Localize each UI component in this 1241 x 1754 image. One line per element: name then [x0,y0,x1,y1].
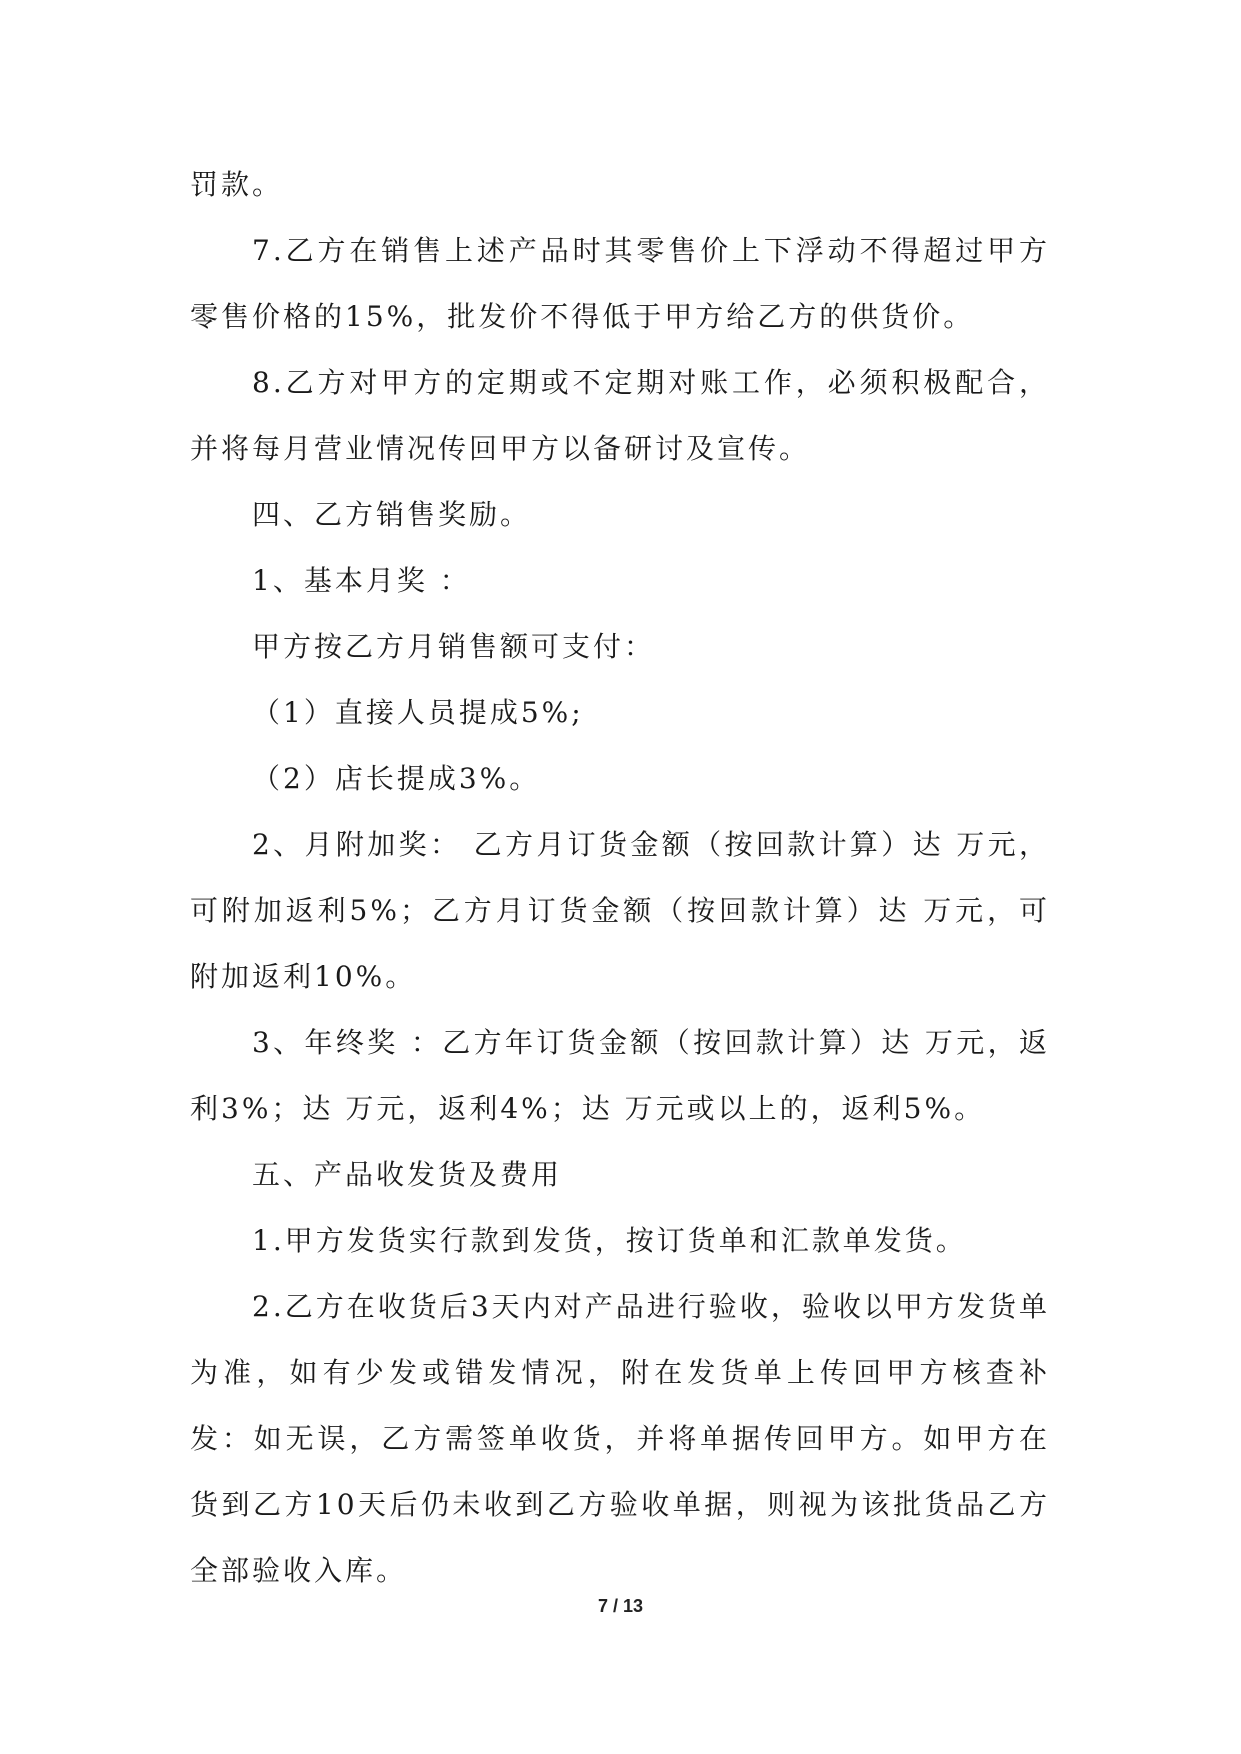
paragraph-shipping-1: 1.甲方发货实行款到发货，按订货单和汇款单发货。 [252,1224,967,1257]
document-body [190,152,1050,1604]
paragraph-shipping-2: 2.乙方在收货后3天内对产品进行验收，验收以甲方发货单为准，如有少发或错发情况，附在发货单上传回甲方核查补发：如无误，乙方需签单收货，并将单据传回甲方。如甲方在货到乙方10天后仍未收到乙方验收单据，则视为该批货品乙方全部验收入库。 [190,1290,1050,1587]
page-number: 7 / 13 [597,1596,644,1616]
paragraph-fine: 罚款。 [190,168,284,201]
paragraph-clause-7: 7.乙方在销售上述产品时其零售价上下浮动不得超过甲方零售价格的15%，批发价不得低于甲方给乙方的供货价。 [190,234,1050,333]
paragraph-clause-8: 8.乙方对甲方的定期或不定期对账工作，必须积极配合，并将每月营业情况传回甲方以备研讨及宣传。 [190,366,1050,465]
paragraph-monthly-extra: 2、月附加奖： 乙方月订货金额（按回款计算）达 万元，可附加返利5%；乙方月订货金额（按回款计算）达 万元，可附加返利10%。 [190,828,1050,993]
paragraph-payment: 甲方按乙方月销售额可支付： [252,630,656,663]
paragraph-item-2: （2）店长提成3%。 [252,762,541,795]
paragraph-basic-bonus: 1、基本月奖 ： [252,564,471,597]
paragraph-item-1: （1）直接人员提成5%; [252,696,584,729]
section-heading-5: 五、产品收发货及费用 [252,1158,563,1191]
paragraph-year-end: 3、年终奖 ：乙方年订货金额（按回款计算）达 万元，返利3%；达 万元，返利4%；达 万元或以上的，返利5%。 [190,1026,1050,1125]
section-heading-4: 四、乙方销售奖励。 [252,498,532,531]
